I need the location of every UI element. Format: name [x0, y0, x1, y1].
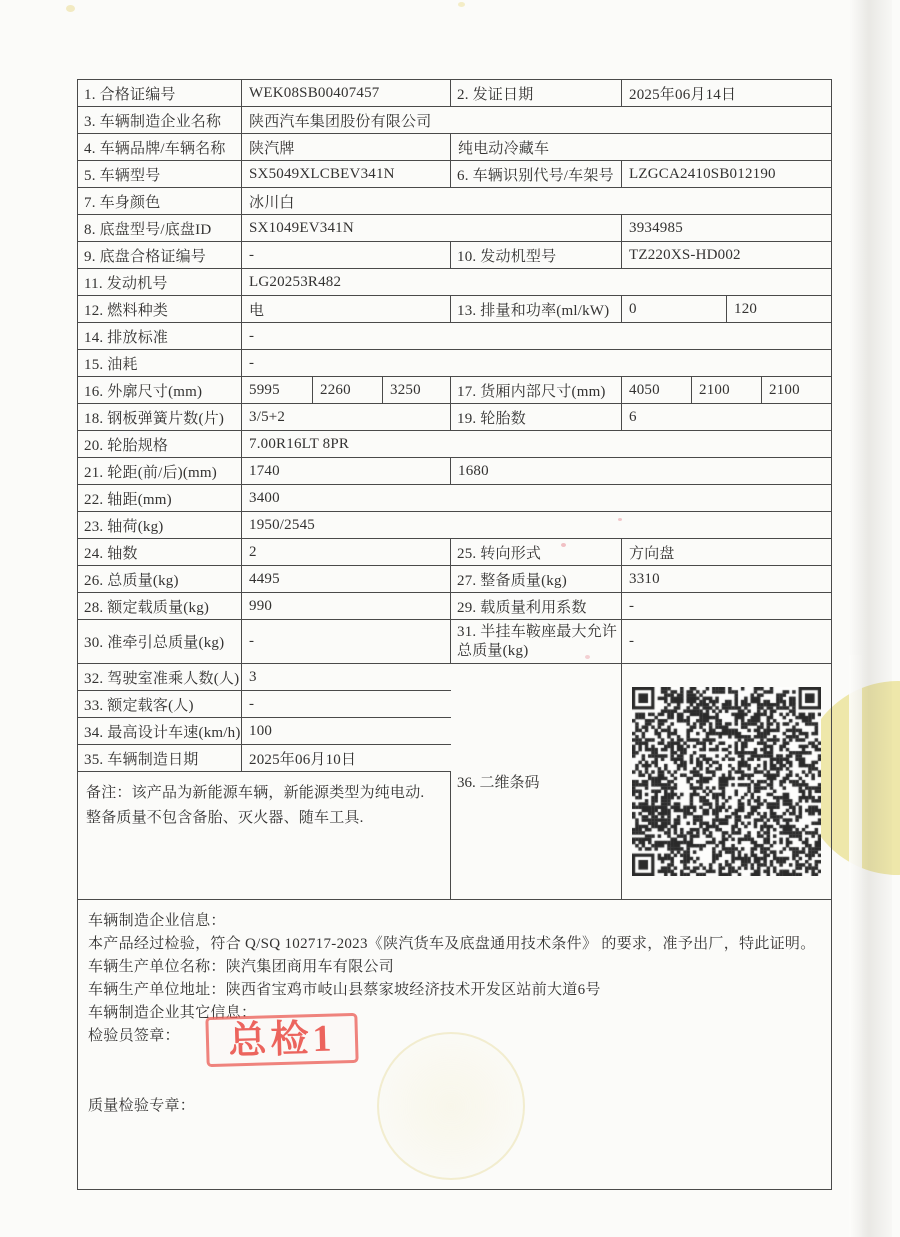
field-value: 100	[242, 718, 451, 745]
field-label: 23. 轴荷(kg)	[78, 512, 242, 539]
field-label: 6. 车辆识别代号/车架号	[451, 161, 622, 188]
producer-address-value: 陕西省宝鸡市岐山县蔡家坡经济技术开发区站前大道6号	[225, 982, 601, 998]
field-label: 12. 燃料种类	[78, 296, 242, 323]
field-label: 3. 车辆制造企业名称	[78, 107, 242, 134]
field-label: 21. 轮距(前/后)(mm)	[78, 458, 242, 485]
qr-label: 36. 二维条码	[457, 775, 540, 791]
table-row	[78, 566, 831, 593]
field-value: TZ220XS-HD002	[622, 242, 831, 269]
field-value: 陕汽牌	[242, 134, 451, 161]
bottom-left-column	[78, 664, 451, 900]
footer-section	[78, 900, 831, 1188]
field-value: 3400	[242, 485, 831, 512]
field-value: 陕西汽车集团股份有限公司	[242, 107, 831, 134]
producer-address-label: 车辆生产单位地址：	[88, 982, 226, 998]
table-row	[78, 718, 451, 745]
quality-seal-line: 质量检验专章：	[88, 1098, 196, 1114]
field-label: 31. 半挂车鞍座最大允许总质量(kg)	[451, 620, 622, 664]
field-value: 4495	[242, 566, 451, 593]
field-label: 8. 底盘型号/底盘ID	[78, 215, 242, 242]
table-row	[78, 404, 831, 431]
table-row	[78, 323, 831, 350]
field-value: SX5049XLCBEV341N	[242, 161, 451, 188]
certificate-document	[77, 79, 832, 1190]
field-label: 29. 载质量利用系数	[451, 593, 622, 620]
inspector-signature-label: 检验员签章：	[88, 1028, 180, 1044]
table-row	[78, 215, 831, 242]
field-value: 2025年06月14日	[622, 80, 831, 107]
field-value: LG20253R482	[242, 269, 831, 296]
field-value: 3934985	[622, 215, 831, 242]
producer-address-line	[88, 979, 821, 1002]
table-row	[78, 664, 451, 691]
field-value: 3250	[383, 377, 451, 404]
field-label: 11. 发动机号	[78, 269, 242, 296]
certification-statement: 本产品经过检验，符合 Q/SQ 102717-2023《陕汽货车及底盘通用技术条件》 的要求，准予出厂，特此证明。	[88, 936, 816, 952]
field-label: 16. 外廓尺寸(mm)	[78, 377, 242, 404]
qr-cell	[622, 664, 831, 900]
field-value: 3/5+2	[242, 404, 451, 431]
cert-table	[78, 80, 831, 664]
field-value: -	[242, 350, 831, 377]
field-label: 5. 车辆型号	[78, 161, 242, 188]
field-value: 2100	[762, 377, 831, 404]
table-row	[78, 296, 831, 323]
table-row	[78, 161, 831, 188]
field-value: WEK08SB00407457	[242, 80, 451, 107]
field-value: 990	[242, 593, 451, 620]
field-value: 2	[242, 539, 451, 566]
field-label: 20. 轮胎规格	[78, 431, 242, 458]
cert-table-bottom	[78, 664, 831, 900]
inspector-signature-line	[88, 1017, 821, 1083]
field-value: -	[242, 242, 451, 269]
inspector-stamp	[205, 1013, 358, 1067]
field-label: 19. 轮胎数	[451, 404, 622, 431]
field-label: 33. 额定载客(人)	[78, 691, 242, 718]
table-row	[78, 269, 831, 296]
field-value: 方向盘	[622, 539, 831, 566]
table-row	[78, 485, 831, 512]
scan-speck	[66, 5, 75, 12]
other-info-line: 车辆制造企业其它信息：	[88, 1005, 257, 1021]
field-label: 9. 底盘合格证编号	[78, 242, 242, 269]
field-label: 26. 总质量(kg)	[78, 566, 242, 593]
table-row	[78, 377, 831, 404]
field-label: 22. 轴距(mm)	[78, 485, 242, 512]
field-value: 2100	[692, 377, 762, 404]
field-value: 1680	[451, 458, 831, 485]
table-row	[78, 539, 831, 566]
field-value: 120	[727, 296, 831, 323]
page-fold-highlight	[849, 655, 862, 1237]
field-label: 13. 排量和功率(ml/kW)	[451, 296, 622, 323]
table-row	[78, 593, 831, 620]
field-label: 25. 转向形式	[451, 539, 622, 566]
field-label: 28. 额定载质量(kg)	[78, 593, 242, 620]
field-value: -	[242, 691, 451, 718]
field-value: 1950/2545	[242, 512, 831, 539]
table-row	[78, 80, 831, 107]
manufacturer-info-title: 车辆制造企业信息：	[88, 913, 226, 929]
qr-label-cell	[451, 664, 622, 900]
table-row	[78, 431, 831, 458]
bottom-rows	[78, 664, 451, 772]
scan-speck	[458, 2, 465, 7]
field-value: -	[242, 620, 451, 664]
field-value: 1740	[242, 458, 451, 485]
field-value: 6	[622, 404, 831, 431]
table-row	[78, 512, 831, 539]
table-row	[78, 188, 831, 215]
field-label: 2. 发证日期	[451, 80, 622, 107]
field-label: 17. 货厢内部尺寸(mm)	[451, 377, 622, 404]
table-row	[78, 458, 831, 485]
inspector-stamp-text: 总检1	[227, 1017, 337, 1062]
field-value: 5995	[242, 377, 313, 404]
field-value: LZGCA2410SB012190	[622, 161, 831, 188]
field-label: 18. 钢板弹簧片数(片)	[78, 404, 242, 431]
field-label: 34. 最高设计车速(km/h)	[78, 718, 242, 745]
field-value: SX1049EV341N	[242, 215, 622, 242]
table-row	[78, 134, 831, 161]
table-row	[78, 107, 831, 134]
field-label: 7. 车身颜色	[78, 188, 242, 215]
field-label: 24. 轴数	[78, 539, 242, 566]
field-label: 32. 驾驶室准乘人数(人)	[78, 664, 242, 691]
field-label: 27. 整备质量(kg)	[451, 566, 622, 593]
field-value: 纯电动冷藏车	[451, 134, 831, 161]
field-label: 35. 车辆制造日期	[78, 745, 242, 772]
field-value: 电	[242, 296, 451, 323]
field-value: -	[622, 593, 831, 620]
table-row	[78, 620, 831, 664]
producer-name-value: 陕汽集团商用车有限公司	[225, 959, 395, 975]
field-value: 冰川白	[242, 188, 831, 215]
field-label: 15. 油耗	[78, 350, 242, 377]
remark-cell: 备注：该产品为新能源车辆，新能源类型为纯电动. 整备质量不包含备胎、灭火器、随车工具.	[78, 772, 451, 900]
field-value: 2260	[313, 377, 383, 404]
table-row	[78, 745, 451, 772]
field-label: 10. 发动机型号	[451, 242, 622, 269]
field-value: -	[242, 323, 831, 350]
qr-code	[632, 687, 821, 876]
table-row	[78, 350, 831, 377]
field-label: 30. 准牵引总质量(kg)	[78, 620, 242, 664]
field-value: 3310	[622, 566, 831, 593]
producer-name-line	[88, 956, 821, 979]
field-value: -	[622, 620, 831, 664]
table-row	[78, 242, 831, 269]
field-value: 2025年06月10日	[242, 745, 451, 772]
field-label: 4. 车辆品牌/车辆名称	[78, 134, 242, 161]
field-value: 7.00R16LT 8PR	[242, 431, 831, 458]
table-row	[78, 691, 451, 718]
producer-name-label: 车辆生产单位名称：	[88, 959, 226, 975]
field-value: 4050	[622, 377, 692, 404]
field-label: 1. 合格证编号	[78, 80, 242, 107]
field-value: 3	[242, 664, 451, 691]
field-value: 0	[622, 296, 727, 323]
field-label: 14. 排放标准	[78, 323, 242, 350]
